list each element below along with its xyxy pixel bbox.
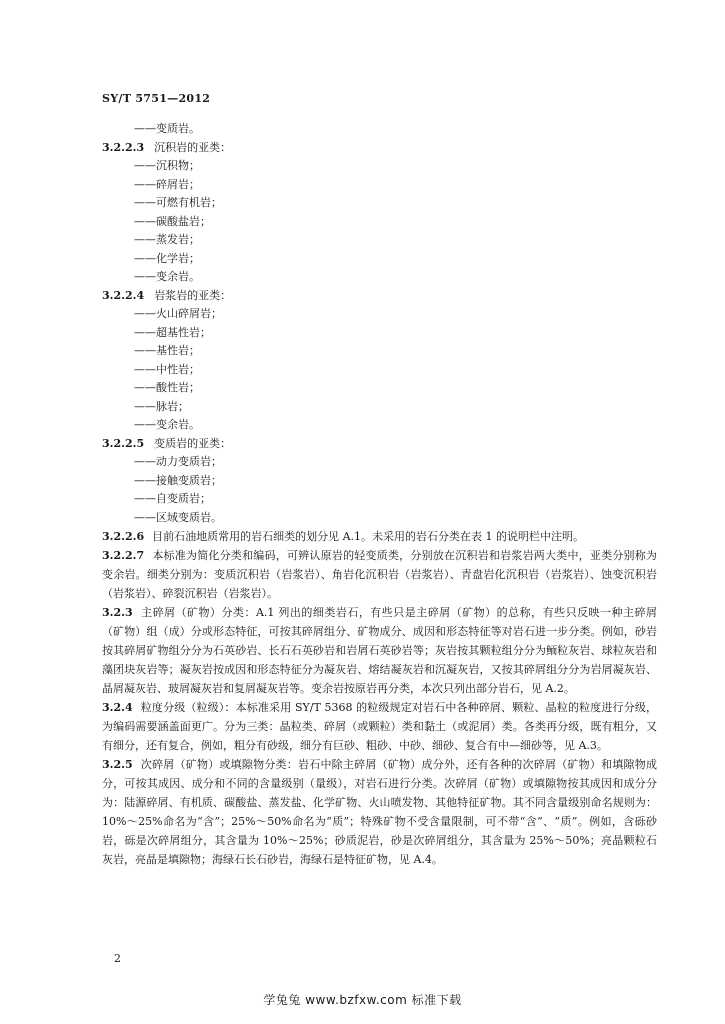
clause-number: 3.2.2.7 [102, 549, 145, 562]
page-number: 2 [114, 952, 121, 965]
section-title: 岩浆岩的亚类： [154, 288, 232, 302]
section-heading [102, 139, 657, 158]
list-item: ——化学岩； [134, 251, 200, 265]
section-title: 变质岩的亚类： [154, 436, 232, 450]
section-number: 3.2.2.5 [102, 436, 145, 450]
list-item: ——火山碎屑岩； [134, 307, 222, 320]
subclass-list [102, 120, 657, 527]
section-heading [102, 435, 657, 454]
section-title: 沉积岩的亚类： [154, 140, 232, 154]
section-number: 3.2.2.4 [102, 288, 145, 302]
list-item: ——可燃有机岩； [134, 196, 222, 209]
document-body [102, 120, 657, 869]
list-item: ——超基性岩； [134, 325, 211, 339]
section-number: 3.2.2.3 [102, 140, 145, 154]
standard-code-header: SY/T 5751—2012 [102, 92, 211, 105]
list-item: ——中性岩； [134, 362, 200, 376]
list-item: ——基性岩； [134, 344, 200, 357]
list-item: ——动力变质岩； [134, 455, 222, 468]
list-item: ——区域变质岩。 [134, 510, 222, 524]
list-item: ——自变质岩； [134, 492, 211, 505]
list-item: ——变质岩。 [134, 122, 200, 135]
clause-paragraph [102, 603, 657, 698]
clause-number: 3.2.4 [102, 701, 133, 714]
clause-number: 3.2.3 [102, 606, 133, 619]
section-heading [102, 287, 657, 306]
list-item: ——碎屑岩； [134, 177, 200, 191]
clause-paragraph [102, 698, 657, 755]
clause-paragraph [102, 546, 657, 603]
clause-paragraph [102, 755, 657, 869]
clause-text: 粒度分级（粒级）：本标准采用 SY/T 5368 的粒级规定对岩石中各种碎屑、颗粒、晶粒的粒度进行分级，为编码需要涵盖面更广。分为三类：晶粒类、碎屑（或颗粒）类和黏土（或泥屑）类。各类再分级，既有粗分，又有细分，还有复合，例如，粗分有砂级，细分有巨砂、粗砂、中砂、细砂、复合有中—细砂等，见 A.3。 [102, 701, 657, 752]
list-item: ——变余岩。 [134, 270, 200, 283]
list-item: ——酸性岩； [134, 381, 200, 394]
list-item: ——沉积物； [134, 159, 200, 172]
list-item: ——碳酸盐岩； [134, 214, 211, 228]
clause-paragraph [102, 527, 657, 546]
paragraph-block [102, 527, 657, 869]
list-item: ——蒸发岩； [134, 233, 200, 246]
clause-number: 3.2.5 [102, 758, 133, 771]
watermark-footer: 学兔兔 www.bzfxw.com 标准下载 [263, 993, 462, 1007]
clause-text: 次碎屑（矿物）或填隙物分类：岩石中除主碎屑（矿物）成分外，还有各种的次碎屑（矿物）和填隙物成分，可按其成因、成分和不同的含量级别（量级），对岩石进行分类。次碎屑（矿物）或填隙物按其成因和成分分为：陆源碎屑、有机质、碳酸盐、蒸发盐、化学矿物、火山喷发物、其他特征矿物。其不同含量级别命名规则为：10%～25%命名为“含”；25%～50%命名为“质”；特殊矿物不受含量限制，可不带“含”、“质”。例如，含砾砂岩，砾是次碎屑组分，其含量为 10%～25%；砂质泥岩，砂是次碎屑组分，其含量为 25%～50%；亮晶颗粒石灰岩，亮晶是填隙物；海绿石长石砂岩，海绿石是特征矿物，见 A.4。 [102, 758, 657, 866]
list-item: ——变余岩。 [134, 418, 200, 431]
list-item: ——接触变质岩； [134, 473, 222, 487]
clause-text: 目前石油地质常用的岩石细类的划分见 A.1。未采用的岩石分类在表 1 的说明栏中注明。 [152, 530, 585, 543]
clause-text: 主碎屑（矿物）分类：A.1 列出的细类岩石，有些只是主碎屑（矿物）的总称，有些只反映一种主碎屑（矿物）组（成）分或形态特征，可按其碎屑组分、矿物成分、成因和形态特征等对岩石进一步分类。例如，砂岩按其碎屑矿物组分分为石英砂岩、长石石英砂岩和岩屑石英砂岩等；灰岩按其颗粒组分分为鲕粒灰岩、球粒灰岩和藻团块灰岩等；凝灰岩按成因和形态特征分为凝灰岩、熔结凝灰岩和沉凝灰岩，又按其碎屑组分分为岩屑凝灰岩、晶屑凝灰岩、玻屑凝灰岩和复屑凝灰岩等。变余岩按原岩再分类，本次只列出部分岩石，见 A.2。 [102, 606, 657, 695]
list-item: ——脉岩； [134, 399, 189, 413]
clause-number: 3.2.2.6 [102, 530, 145, 543]
clause-text: 本标准为简化分类和编码，可辨认原岩的轻变质类，分别放在沉积岩和岩浆岩两大类中，亚类分别称为变余岩。细类分别为：变质沉积岩（岩浆岩）、角岩化沉积岩（岩浆岩）、青盘岩化沉积岩（岩浆岩）、蚀变沉积岩（岩浆岩）、碎裂沉积岩（岩浆岩）。 [102, 549, 657, 600]
